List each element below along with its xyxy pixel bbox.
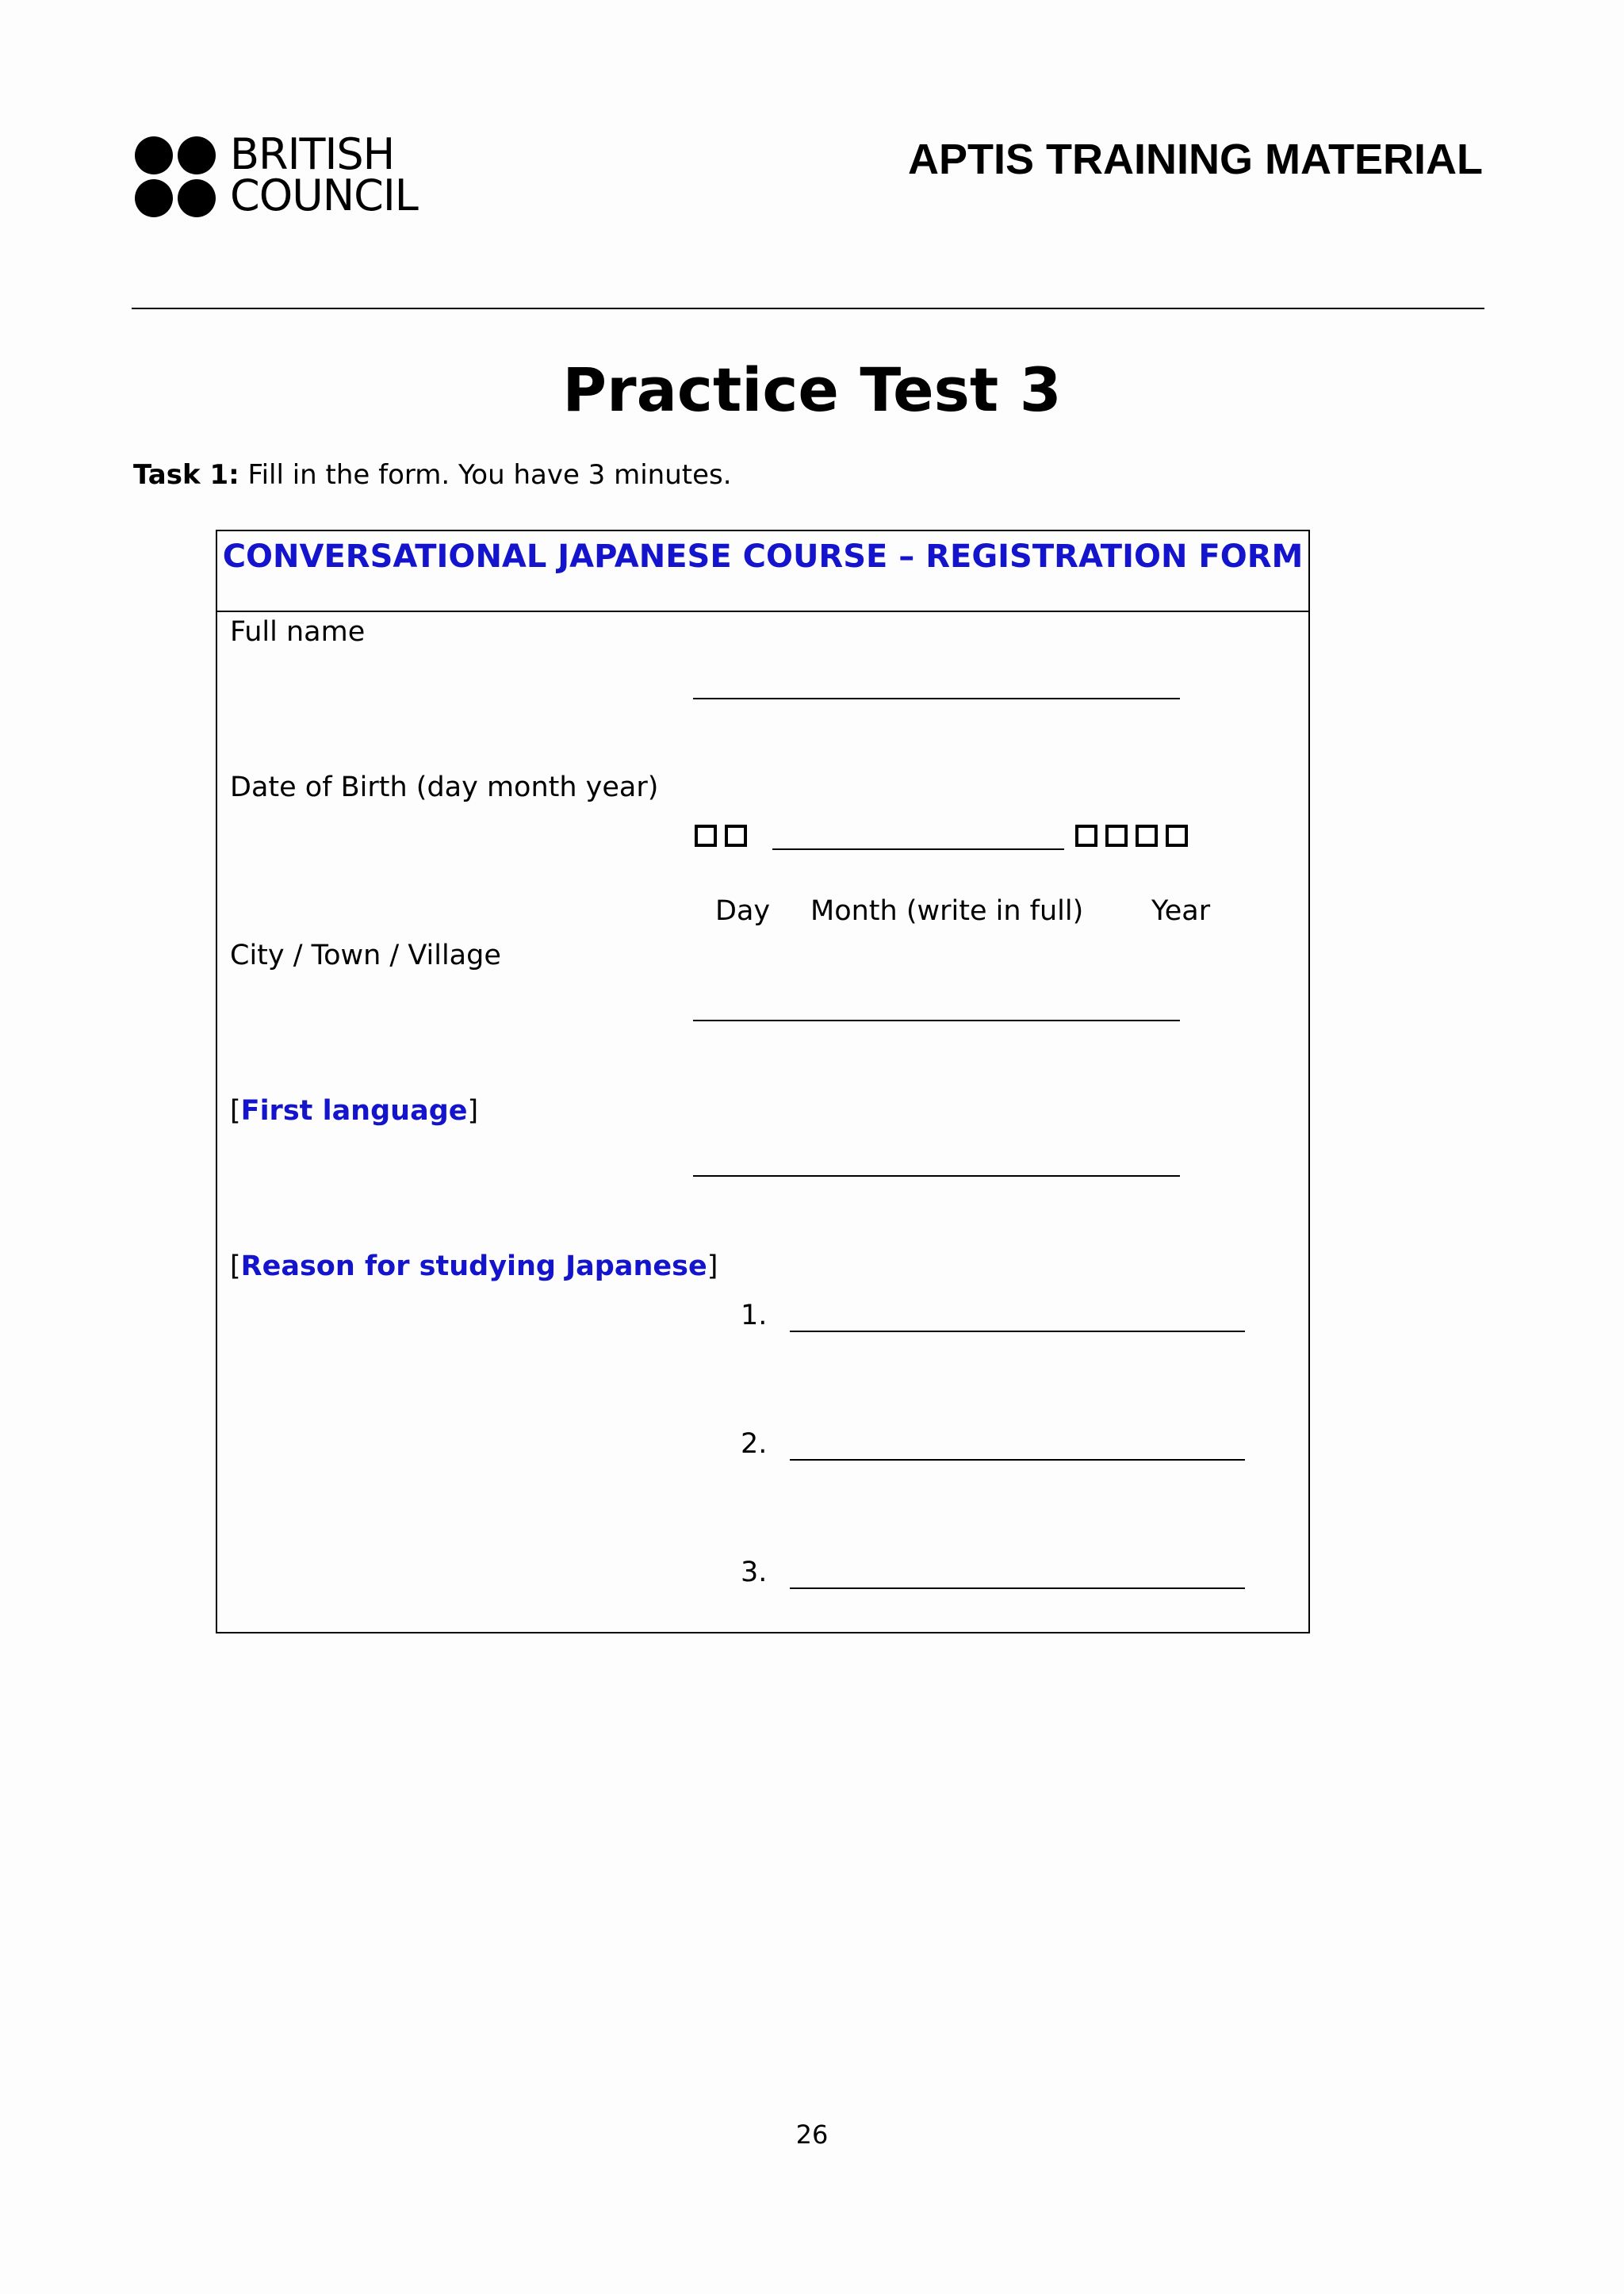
dob-day-caption: Day [715, 895, 771, 927]
material-label: APTIS TRAINING MATERIAL [908, 136, 1483, 183]
dob-label: Date of Birth (day month year) [230, 772, 659, 803]
form-header-divider [216, 611, 1310, 612]
task-text: Fill in the form. You have 3 minutes. [239, 459, 732, 491]
dob-year-box-4[interactable] [1166, 825, 1188, 847]
reason-label: [Reason for studying Japanese] [230, 1250, 718, 1282]
dob-year-box-2[interactable] [1105, 825, 1128, 847]
task-instruction [133, 455, 732, 495]
reason-number-2: 2. [741, 1428, 768, 1460]
full-name-field[interactable] [693, 698, 1180, 699]
dob-year-box-1[interactable] [1075, 825, 1097, 847]
reason-number-1: 1. [741, 1300, 768, 1331]
header-divider [132, 308, 1484, 309]
first-language-label: [First language] [230, 1095, 479, 1127]
dob-year-box-3[interactable] [1136, 825, 1158, 847]
page-title: Practice Test 3 [562, 354, 1062, 425]
dob-day-box-1[interactable] [695, 825, 717, 847]
dob-month-caption: Month (write in full) [810, 895, 1084, 927]
reason-field-3[interactable] [790, 1587, 1245, 1589]
dob-day-box-2[interactable] [725, 825, 747, 847]
british-council-logo [135, 129, 420, 220]
logo-text-british: BRITISH [230, 129, 395, 179]
form-title: CONVERSATIONAL JAPANESE COURSE – REGISTRATION FORM [222, 538, 1304, 575]
logo-text-council: COUNCIL [230, 170, 418, 220]
registration-form [216, 530, 1310, 1633]
dob-month-field[interactable] [772, 848, 1064, 850]
city-label: City / Town / Village [230, 940, 501, 971]
first-language-field[interactable] [693, 1175, 1180, 1177]
reason-field-2[interactable] [790, 1459, 1245, 1461]
reason-number-3: 3. [741, 1557, 768, 1588]
full-name-label: Full name [230, 616, 366, 648]
page-number: 26 [795, 2120, 829, 2150]
city-field[interactable] [693, 1020, 1180, 1021]
task-label: Task 1: [133, 459, 239, 491]
dob-year-caption: Year [1151, 895, 1211, 927]
reason-field-1[interactable] [790, 1331, 1245, 1332]
